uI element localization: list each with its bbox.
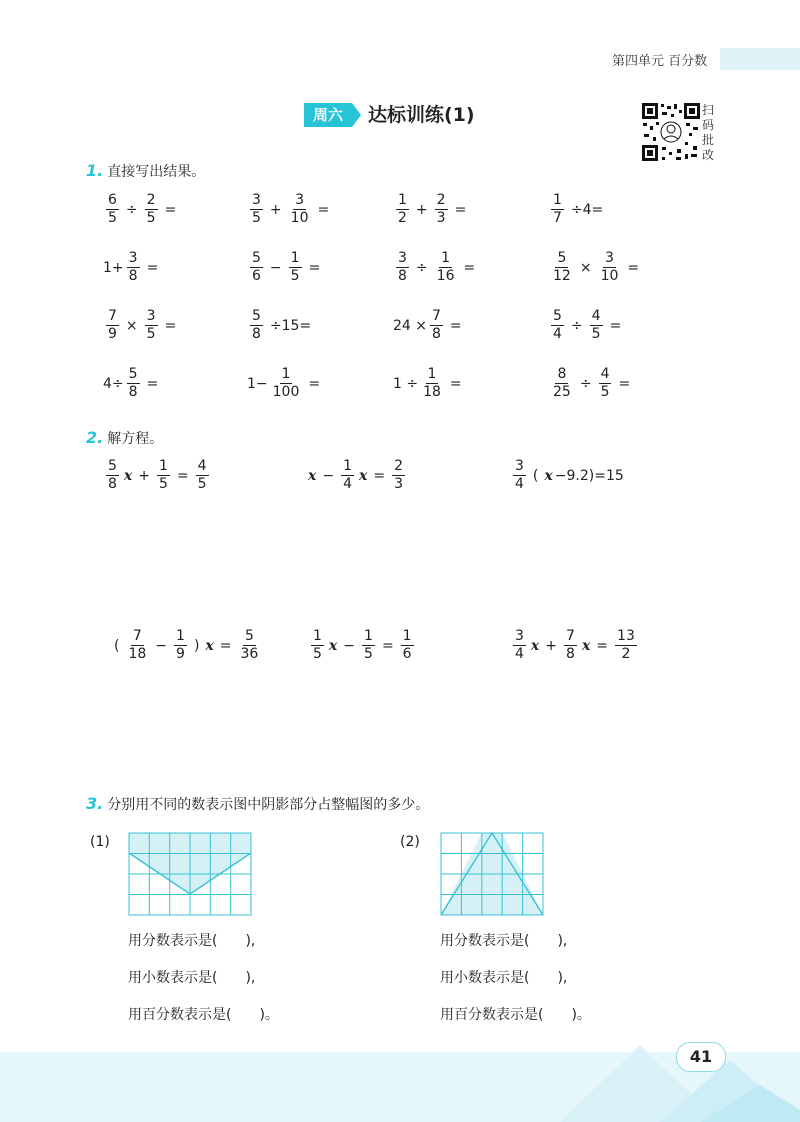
calc-2-3: [393, 250, 479, 285]
denominator: 100: [272, 384, 300, 400]
operator: +: [138, 467, 151, 484]
section3-text: 分别用不同的数表示图中阴影部分占整幅图的多少。: [107, 797, 430, 813]
denominator: 7: [553, 210, 562, 226]
operator: ÷: [579, 375, 592, 392]
numerator: 5: [108, 458, 117, 474]
open-paren: (: [114, 637, 120, 654]
numerator: 5: [244, 628, 254, 644]
equals-result: =15: [594, 467, 624, 484]
equals: =: [176, 467, 189, 484]
calc-2-2: [247, 250, 324, 285]
numerator: 3: [146, 308, 156, 324]
denominator: 8: [252, 326, 261, 342]
numerator: 7: [566, 628, 575, 644]
equals: =: [146, 259, 159, 276]
numerator: 1: [441, 250, 451, 266]
calc-4-2: [247, 366, 324, 401]
numerator: 1: [364, 628, 373, 644]
numerator: 3: [295, 192, 305, 208]
operator: −: [155, 637, 168, 654]
calc-3-3: [393, 308, 466, 343]
numerator: 3: [605, 250, 614, 266]
equation-1: [103, 458, 212, 493]
operator: ÷: [415, 259, 428, 276]
denominator: 4: [515, 476, 524, 492]
denominator: 5: [108, 210, 117, 226]
variable-x: x: [581, 637, 591, 654]
denominator: 5: [197, 476, 207, 492]
equals: =: [219, 637, 232, 654]
prefix: 4÷: [103, 375, 124, 392]
section3-number: 3.: [86, 794, 104, 813]
denominator: 5: [364, 646, 373, 662]
variable-x: x: [530, 637, 540, 654]
calc-4-4: [548, 366, 634, 401]
numerator: 1: [427, 366, 437, 382]
open-paren: (: [532, 467, 539, 484]
variable-x: x: [359, 467, 368, 484]
operator: −: [322, 467, 335, 484]
numerator: 5: [128, 366, 138, 382]
calc-3-2: [247, 308, 315, 343]
section1-text: 直接写出结果。: [107, 164, 206, 180]
numerator: 3: [398, 250, 407, 266]
section1-number: 1.: [86, 161, 104, 180]
denominator: 12: [553, 268, 571, 284]
equals: =: [463, 259, 476, 276]
calc-3-4: [548, 308, 625, 343]
section2-text: 解方程。: [107, 431, 164, 447]
section3-heading: [86, 794, 429, 814]
page-title: 达标训练(1): [368, 104, 475, 126]
calc-4-1: [103, 366, 162, 401]
answer-fraction-1[interactable]: 用分数表示是( ),: [128, 933, 256, 949]
variable-x: x: [123, 467, 133, 484]
numerator: 7: [132, 628, 142, 644]
numerator: 1: [281, 366, 291, 382]
denominator: 2: [398, 210, 407, 226]
close-paren: ): [193, 637, 200, 654]
operator-tail: ÷15=: [269, 317, 312, 334]
denominator: 6: [402, 646, 412, 662]
denominator: 9: [176, 646, 185, 662]
numerator: 4: [197, 458, 207, 474]
equals: =: [596, 637, 609, 654]
equals: =: [317, 201, 330, 218]
numerator: 3: [128, 250, 138, 266]
denominator: 8: [432, 326, 441, 342]
equation-4: [110, 628, 263, 663]
answer-percent-2[interactable]: 用百分数表示是( )。: [440, 1007, 591, 1023]
numerator: 1: [290, 250, 300, 266]
numerator: 8: [557, 366, 567, 382]
numerator: 2: [146, 192, 156, 208]
equals: =: [164, 317, 177, 334]
denominator: 36: [240, 646, 259, 662]
operator: −: [343, 637, 356, 654]
operator: +: [545, 637, 558, 654]
operator: ÷: [570, 317, 583, 334]
operator: −9.2): [554, 467, 595, 484]
equals: =: [618, 375, 631, 392]
equals: =: [308, 259, 321, 276]
unit-title: 第四单元 百分数: [612, 54, 708, 69]
day-badge-arrow: [352, 103, 361, 127]
equals: =: [609, 317, 622, 334]
equals: =: [164, 201, 177, 218]
variable-x: x: [544, 467, 553, 484]
equation-5: [308, 628, 417, 663]
denominator: 8: [566, 646, 575, 662]
numerator: 5: [252, 250, 261, 266]
denominator: 5: [600, 384, 610, 400]
denominator: 10: [290, 210, 309, 226]
variable-x: x: [308, 467, 317, 484]
variable-x: x: [205, 637, 214, 654]
denominator: 25: [553, 384, 571, 400]
numerator: 1: [402, 628, 412, 644]
operator: +: [415, 201, 428, 218]
numerator: 1: [343, 458, 353, 474]
grid-figure-1: [128, 832, 252, 916]
denominator: 10: [600, 268, 619, 284]
section2-number: 2.: [86, 428, 104, 447]
numerator: 1: [553, 192, 562, 208]
equals: =: [454, 201, 467, 218]
numerator: 4: [600, 366, 610, 382]
denominator: 5: [591, 326, 601, 342]
numerator: 7: [108, 308, 117, 324]
equals: =: [308, 375, 321, 392]
calc-1-2: [247, 192, 333, 227]
denominator: 8: [128, 384, 138, 400]
calc-1-3: [393, 192, 470, 227]
equals: =: [381, 637, 394, 654]
equals: =: [627, 259, 640, 276]
operator: ÷: [125, 201, 138, 218]
numerator: 5: [553, 308, 562, 324]
operator: −: [269, 259, 282, 276]
denominator: 9: [108, 326, 117, 342]
equation-6: [510, 628, 640, 663]
denominator: 4: [553, 326, 562, 342]
operator-tail: ÷4=: [570, 201, 604, 218]
calc-1-4: [548, 192, 607, 227]
numerator: 3: [252, 192, 261, 208]
variable-x: x: [328, 637, 338, 654]
numerator: 1: [159, 458, 168, 474]
numerator: 3: [515, 628, 524, 644]
denominator: 18: [423, 384, 441, 400]
equation-3: [510, 458, 624, 493]
day-badge: 周六: [304, 103, 352, 127]
numerator: 1: [398, 192, 407, 208]
denominator: 3: [394, 476, 404, 492]
calc-2-4: [548, 250, 643, 285]
denominator: 8: [398, 268, 407, 284]
denominator: 4: [343, 476, 353, 492]
numerator: 2: [436, 192, 446, 208]
denominator: 4: [515, 646, 524, 662]
denominator: 16: [436, 268, 455, 284]
numerator: 7: [432, 308, 441, 324]
numerator: 13: [617, 628, 635, 644]
numerator: 5: [557, 250, 567, 266]
denominator: 6: [252, 268, 261, 284]
denominator: 5: [146, 210, 156, 226]
prefix: 24 ×: [393, 317, 427, 334]
equals: =: [146, 375, 159, 392]
denominator: 8: [128, 268, 138, 284]
calc-2-1: [103, 250, 162, 285]
grid-figure-2: [440, 832, 544, 916]
equals: =: [449, 317, 462, 334]
denominator: 5: [159, 476, 168, 492]
numerator: 3: [515, 458, 524, 474]
denominator: 18: [128, 646, 147, 662]
part2-label: (2): [400, 834, 420, 850]
numerator: 6: [108, 192, 117, 208]
equation-2: [306, 458, 408, 493]
equals: =: [449, 375, 462, 392]
scan-to-grade-label: 扫码批改: [702, 103, 715, 162]
calc-1-1: [103, 192, 180, 227]
header-band: [720, 48, 800, 70]
denominator: 5: [252, 210, 261, 226]
numerator: 4: [591, 308, 601, 324]
denominator: 5: [146, 326, 156, 342]
answer-decimal-1[interactable]: 用小数表示是( ),: [128, 970, 256, 986]
numerator: 2: [394, 458, 404, 474]
denominator: 5: [290, 268, 300, 284]
answer-percent-1[interactable]: 用百分数表示是( )。: [128, 1007, 279, 1023]
operator: ×: [125, 317, 138, 334]
operator: +: [269, 201, 282, 218]
equals: =: [373, 467, 386, 484]
section2-heading: [86, 428, 163, 448]
prefix: 1−: [247, 375, 268, 392]
prefix: 1+: [103, 259, 124, 276]
denominator: 5: [313, 646, 322, 662]
answer-fraction-2[interactable]: 用分数表示是( ),: [440, 933, 568, 949]
calc-3-1: [103, 308, 180, 343]
calc-4-3: [393, 366, 466, 401]
numerator: 5: [252, 308, 261, 324]
denominator: 2: [621, 646, 631, 662]
numerator: 1: [313, 628, 322, 644]
qr-code-icon[interactable]: [641, 102, 701, 162]
numerator: 1: [176, 628, 185, 644]
section1-heading: [86, 161, 205, 181]
page-number: 41: [676, 1042, 726, 1072]
operator: ×: [579, 259, 592, 276]
prefix: 1 ÷: [393, 375, 419, 392]
part1-label: (1): [90, 834, 110, 850]
answer-decimal-2[interactable]: 用小数表示是( ),: [440, 970, 568, 986]
denominator: 3: [436, 210, 446, 226]
denominator: 8: [108, 476, 117, 492]
